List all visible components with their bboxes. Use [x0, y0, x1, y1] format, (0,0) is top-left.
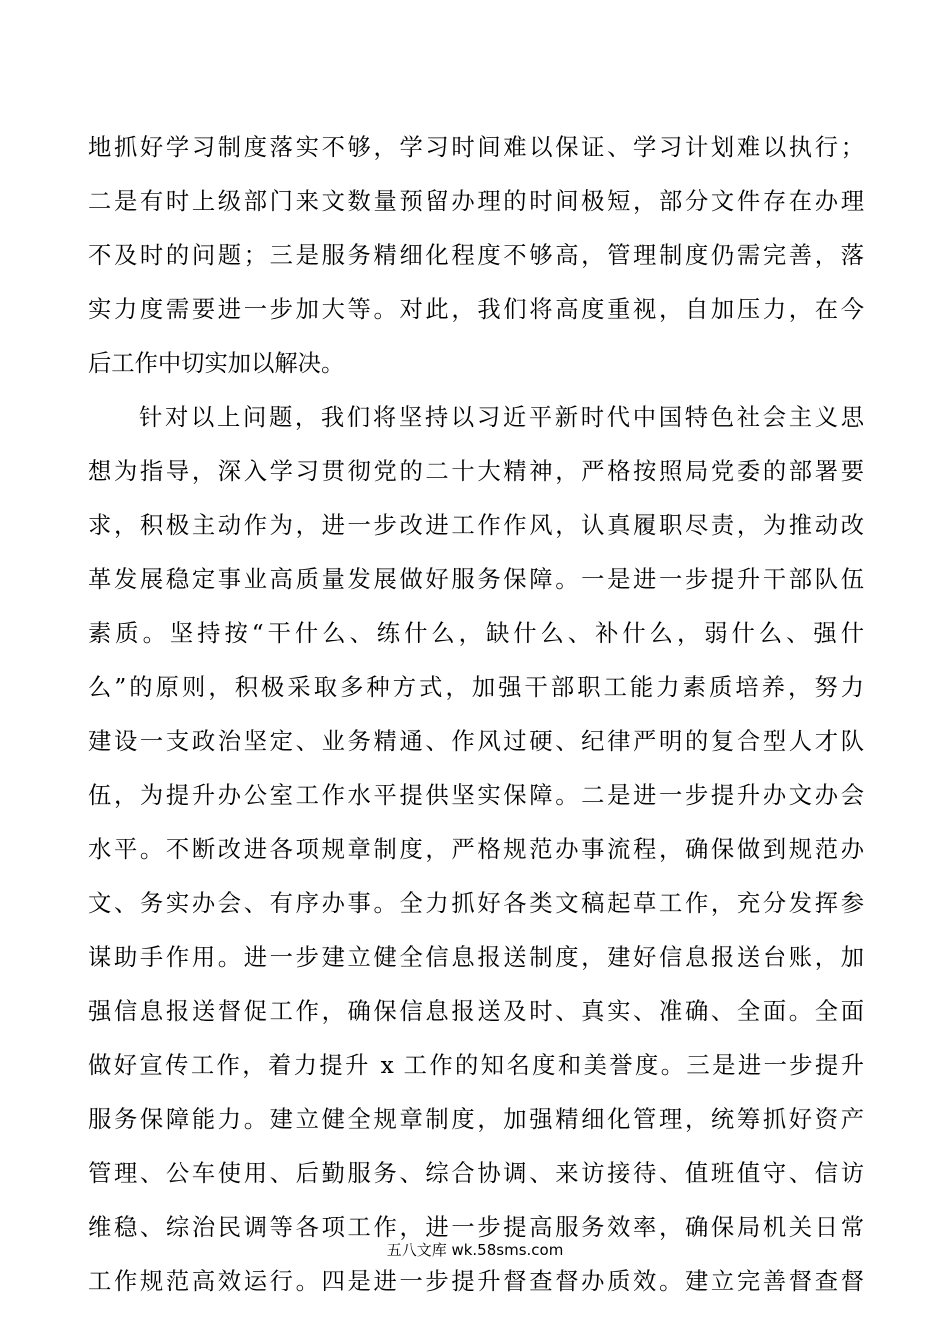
text-line: 素质。坚持按“干什么、练什么，缺什么、补什么，弱什么、强什: [88, 620, 864, 647]
text-line: 维稳、综治民调等各项工作，进一步提高服务效率，确保局机关日常: [88, 1214, 864, 1241]
document-body: [88, 121, 864, 1309]
text-line: 后工作中切实加以解决。: [88, 350, 345, 377]
text-line: 实力度需要进一步加大等。对此，我们将高度重视，自加压力，在今: [88, 296, 864, 323]
text-line: 服务保障能力。建立健全规章制度，加强精细化管理，统筹抓好资产: [88, 1106, 864, 1133]
text-line: 文、务实办会、有序办事。全力抓好各类文稿起草工作，充分发挥参: [88, 890, 864, 917]
text-line: 求，积极主动作为，进一步改进工作作风，认真履职尽责，为推动改: [88, 512, 864, 539]
text-line: 建设一支政治坚定、业务精通、作风过硬、纪律严明的复合型人才队: [88, 728, 864, 755]
text-line: 想为指导，深入学习贯彻党的二十大精神，严格按照局党委的部署要: [88, 458, 864, 485]
text-line: 做好宣传工作，着力提升 x 工作的知名度和美誉度。三是进一步提升: [88, 1052, 864, 1079]
text-line: 革发展稳定事业高质量发展做好服务保障。一是进一步提升干部队伍: [88, 566, 864, 593]
text-line: 伍，为提升办公室工作水平提供坚实保障。二是进一步提升办文办会: [88, 782, 864, 809]
text-line: 么”的原则，积极采取多种方式，加强干部职工能力素质培养，努力: [88, 674, 864, 701]
footer-watermark: 五八文库 wk.58sms.com: [386, 1241, 564, 1259]
text-line: 管理、公车使用、后勤服务、综合协调、来访接待、值班值守、信访: [88, 1160, 864, 1187]
text-line: 谋助手作用。进一步建立健全信息报送制度，建好信息报送台账，加: [88, 944, 864, 971]
text-line: 水平。不断改进各项规章制度，严格规范办事流程，确保做到规范办: [88, 836, 864, 863]
text-line: 强信息报送督促工作，确保信息报送及时、真实、准确、全面。全面: [88, 998, 864, 1025]
text-line: 不及时的问题；三是服务精细化程度不够高，管理制度仍需完善，落: [88, 242, 864, 269]
text-line: 工作规范高效运行。四是进一步提升督查督办质效。建立完善督查督: [88, 1268, 864, 1295]
text-line: 二是有时上级部门来文数量预留办理的时间极短，部分文件存在办理: [88, 188, 864, 215]
text-line: 针对以上问题，我们将坚持以习近平新时代中国特色社会主义思: [139, 404, 864, 431]
text-line: 地抓好学习制度落实不够，学习时间难以保证、学习计划难以执行；: [88, 134, 864, 161]
